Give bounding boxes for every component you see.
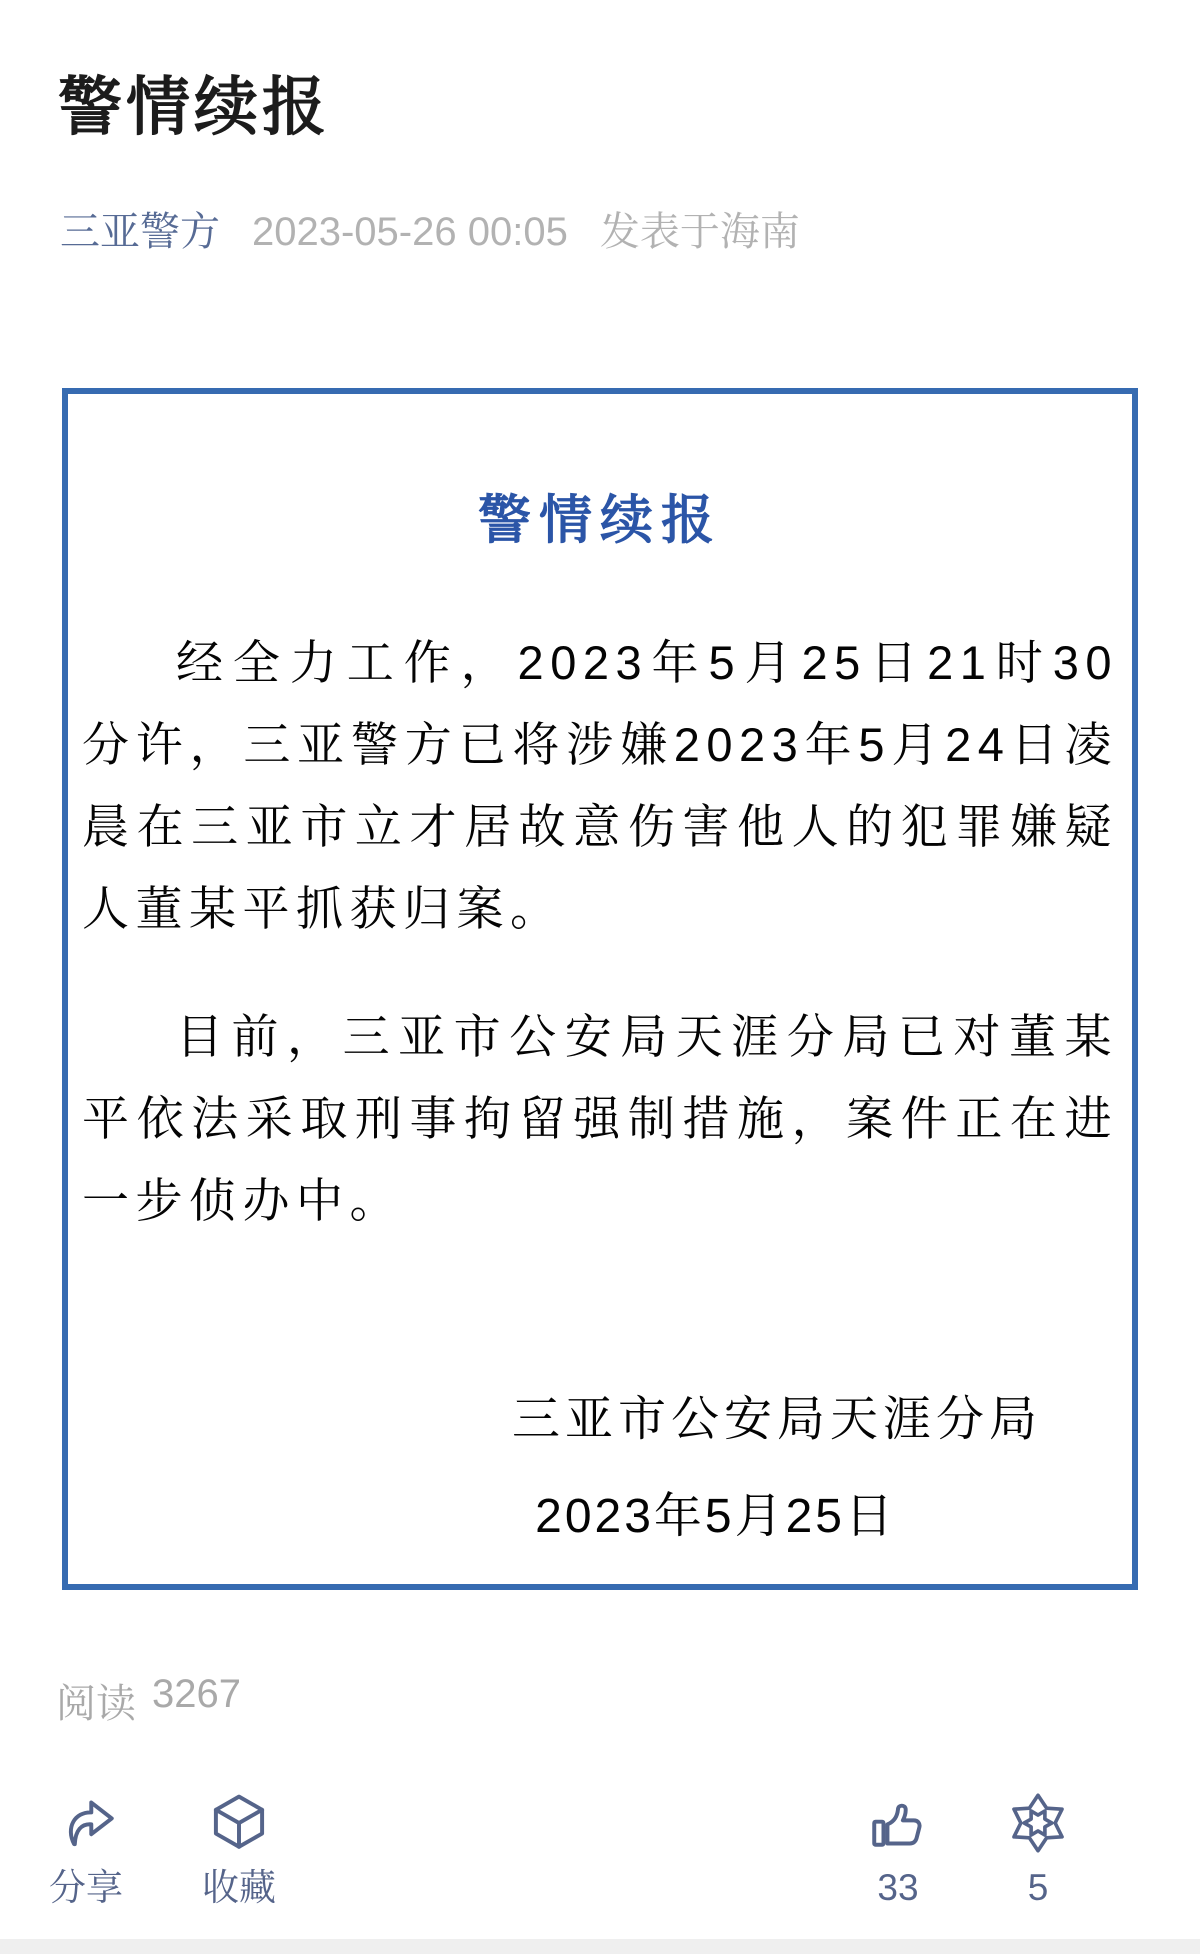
publish-time: 2023-05-26 00:05: [252, 210, 568, 254]
notice-signature: 三亚市公安局天涯分局: [511, 1393, 1042, 1446]
share-label: 分享: [49, 1867, 123, 1908]
wow-button[interactable]: [976, 1790, 1100, 1909]
account-name-link[interactable]: 三亚警方: [60, 210, 220, 254]
notice-date: 2023年5月25日: [535, 1490, 896, 1543]
favorite-label: 收藏: [202, 1867, 276, 1908]
comment-section-divider: [0, 1939, 1200, 1954]
favorite-box-icon: [206, 1790, 272, 1856]
wow-count: 5: [1027, 1867, 1049, 1908]
read-count-label: 阅读: [56, 1682, 136, 1726]
like-button[interactable]: [836, 1790, 960, 1909]
page-title: 警情续报: [58, 71, 330, 143]
notice-box: [62, 388, 1138, 1590]
notice-title: 警情续报: [478, 491, 722, 550]
byline: [60, 200, 800, 257]
notice-paragraph: 经全力工作，2023年5月25日21时30分许，三亚警方已将涉嫌2023年5月24日凌晨在三亚市立才居故意伤害他人的犯罪嫌疑人董某平抓获归案。: [82, 636, 1118, 935]
share-button[interactable]: [24, 1790, 148, 1909]
read-count-value: 3267: [152, 1672, 241, 1716]
wow-star-icon: [1005, 1790, 1071, 1856]
thumbs-up-icon: [865, 1790, 931, 1856]
read-count: [56, 1672, 241, 1729]
like-count: 33: [877, 1867, 919, 1908]
favorite-button[interactable]: [177, 1790, 301, 1909]
share-icon: [53, 1790, 119, 1856]
publish-location: 发表于海南: [599, 210, 800, 254]
notice-paragraph: 目前，三亚市公安局天涯分局已对董某平依法采取刑事拘留强制措施，案件正在进一步侦办中。: [82, 1010, 1118, 1227]
